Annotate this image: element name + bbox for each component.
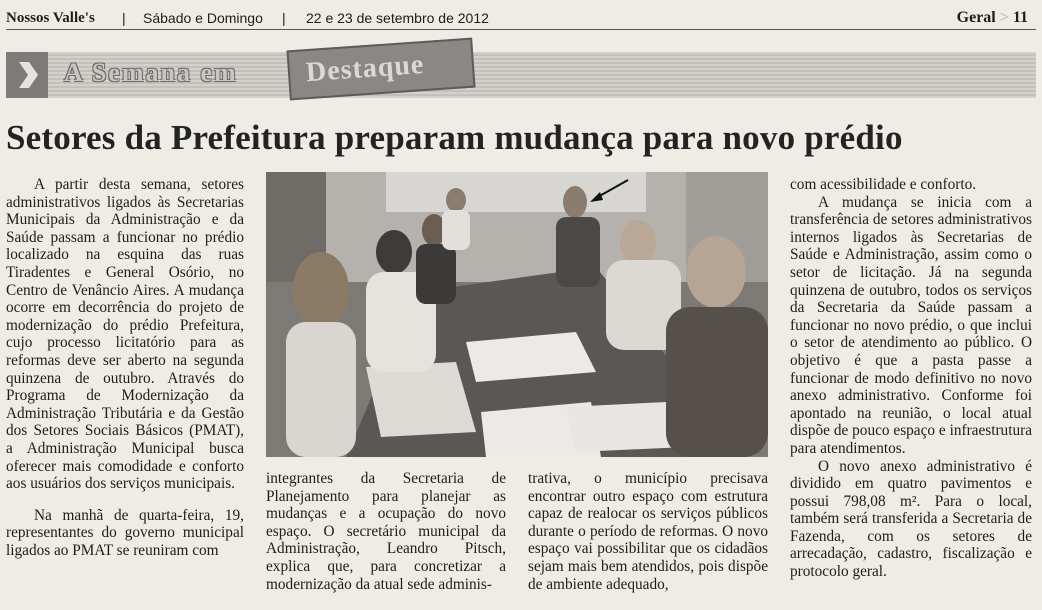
meeting-photo — [266, 172, 768, 457]
article-paragraph: integrantes da Secretaria de Planejamento para planejar as mudanças e a ocupação do novo espaço. O secretário municipal da Administração, Leandro Pitsch, explica que, para concretizar a modernização da atual sede adminis- — [266, 470, 506, 593]
article-column-3 — [528, 470, 768, 593]
banner-kicker: A Semana em — [64, 58, 238, 87]
edition-label: Sábado e Domingo — [143, 10, 263, 26]
banner-stamp-text: Destaque — [304, 49, 426, 89]
masthead-separator-2: | — [282, 10, 286, 26]
banner-arrow-box — [6, 52, 48, 98]
article-column-4 — [790, 176, 1032, 581]
article-paragraph: A mudança se inicia com a transferência de setores administrativos internos ligados às Secretarias de Saúde e Administração, assim como o setor de licitação. Já na segunda quinzena de outubro, todos os serviços da Secretaria da Saúde passam a funcionar no novo prédio, o que inclui o setor de atendimento ao público. O objetivo é que a pasta passe a funcionar de modo definitivo no novo anexo administrativo. Conforme foi apontado na reunião, o local atual dispõe de pouco espaço e infraestrutura para atendimentos. — [790, 193, 1032, 457]
section-page — [957, 6, 1028, 30]
section-name: Geral — [956, 9, 996, 26]
article-headline: Setores da Prefeitura preparam mudança para novo prédio — [6, 118, 903, 157]
article-paragraph: Na manhã de quarta-feira, 19, representantes do governo municipal ligados ao PMAT se reuniram com — [6, 506, 244, 559]
page-number: 11 — [1012, 9, 1028, 26]
masthead-separator: | — [122, 10, 126, 26]
chevron-right-icon — [16, 62, 38, 88]
meeting-photo-icon — [266, 172, 768, 457]
newspaper-name: Nossos Valle's — [6, 10, 95, 26]
article-paragraph: O novo anexo administrativo é dividido em quatro pavimentos e possui 798,08 m². Para o local, também será transferida a Secretaria de Fazenda, com os setores de arrecadação, cadastro, fiscalização e protocolo geral. — [790, 457, 1032, 581]
banner-stamp — [286, 38, 475, 101]
issue-date: 22 e 23 de setembro de 2012 — [306, 10, 489, 26]
section-banner — [6, 49, 1036, 98]
chevron-right-icon: > — [999, 9, 1009, 26]
article-paragraph: trativa, o município precisava encontrar outro espaço com estrutura capaz de realocar os serviços públicos durante o período de reformas. O novo espaço vai possibilitar que os cidadãos sejam mais bem atendidos, pois dispõe de ambiente adequado, — [528, 470, 768, 593]
article-column-2 — [266, 470, 506, 593]
masthead — [6, 6, 1036, 30]
article-column-1 — [6, 176, 244, 559]
article-paragraph: com acessibilidade e conforto. — [790, 176, 977, 193]
article-paragraph: A partir desta semana, setores administrativos ligados às Secretarias Municipais da Administração e da Saúde passam a funcionar no prédio localizado na esquina das ruas Tiradentes e General Osório, no Centro de Venâncio Aires. A mudança ocorre em decorrência do projeto de modernização do prédio Prefeitura, cujo processo licitatório para as reformas deve ser aberto na segunda quinzena de outubro. Através do Programa de Modernização da Administração Tributária e da Gestão dos Setores Sociais Básicos (PMAT), a Administração Municipal busca oferecer mais comodidade e conforto aos usuários dos serviços municipais. — [6, 176, 244, 493]
